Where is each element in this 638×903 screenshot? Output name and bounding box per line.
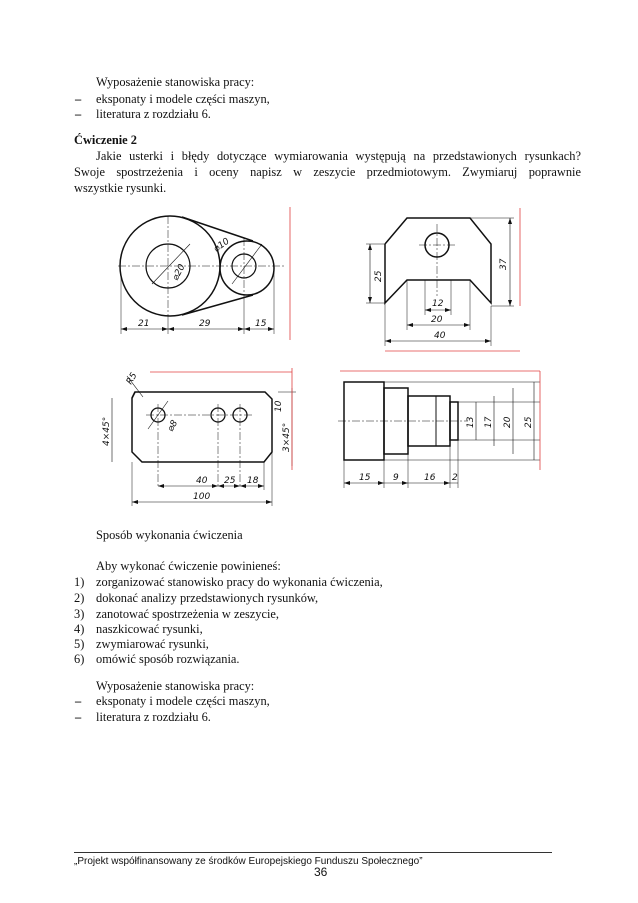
step-text: naszkicować rysunki, xyxy=(96,622,203,636)
dim-label: 2 xyxy=(452,473,458,483)
dim-label: 18 xyxy=(247,476,259,486)
dim-label: 20 xyxy=(503,416,513,428)
exercise-body-line: Swoje spostrzeżenia i oceny napisz w zeszycie przedmiotowym. Zwymiaruj poprawnie xyxy=(74,165,581,179)
footer-note: „Projekt współfinansowany ze środków Europejskiego Funduszu Społecznego” xyxy=(74,856,423,867)
dim-label: 37 xyxy=(499,258,509,270)
dim-label: 40 xyxy=(196,476,208,486)
dim-label: 12 xyxy=(432,299,444,309)
step-text: omówić sposób rozwiązania. xyxy=(96,652,240,666)
drawing-fig4 xyxy=(338,371,540,488)
dim-label: 9 xyxy=(393,473,399,483)
step-number: 5) xyxy=(74,637,85,651)
equipment-item: literatura z rozdziału 6. xyxy=(96,107,211,121)
equipment-item: eksponaty i modele części maszyn, xyxy=(96,694,270,708)
dim-label: 40 xyxy=(434,331,446,341)
dim-label: 16 xyxy=(424,473,436,483)
dim-label: 15 xyxy=(255,319,267,329)
dim-label: R5 xyxy=(124,371,140,387)
drawing-fig3 xyxy=(102,368,296,506)
dim-label: 20 xyxy=(431,315,443,325)
equipment-item: eksponaty i modele części maszyn, xyxy=(96,92,270,106)
drawing-fig1 xyxy=(118,207,290,340)
bullet-dash: – xyxy=(75,694,82,708)
step-text: dokonać analizy przedstawionych rysunków, xyxy=(96,591,319,605)
dim-label: 15 xyxy=(359,473,371,483)
dim-label: ⌀10 xyxy=(211,236,232,255)
dim-label: ⌀8 xyxy=(165,418,181,434)
step-number: 2) xyxy=(74,591,85,605)
exercise-body-line: wszystkie rysunki. xyxy=(74,181,167,195)
step-number: 4) xyxy=(74,622,85,636)
bullet-dash: – xyxy=(75,92,82,106)
drawing-fig2 xyxy=(366,208,520,351)
dim-label: 3×45° xyxy=(282,422,292,452)
exercise-body-line: Jakie usterki i błędy dotyczące wymiarowania występują na przedstawionych rysunkach? xyxy=(96,149,581,163)
dim-label: 21 xyxy=(138,319,150,329)
step-number: 3) xyxy=(74,607,85,621)
dim-label: 13 xyxy=(466,416,476,428)
equipment-heading: Wyposażenie stanowiska pracy: xyxy=(96,679,255,693)
bullet-dash: – xyxy=(75,107,82,121)
dim-label: 25 xyxy=(524,416,534,428)
dim-label: 29 xyxy=(199,319,211,329)
dim-label: 25 xyxy=(374,270,384,282)
step-number: 6) xyxy=(74,652,85,666)
dim-label: 100 xyxy=(193,492,211,502)
footer-divider xyxy=(74,852,552,853)
dim-label: 4×45° xyxy=(102,416,112,446)
step-number: 1) xyxy=(74,575,85,589)
step-text: zorganizować stanowisko pracy do wykonania ćwiczenia, xyxy=(96,575,383,589)
equipment-item: literatura z rozdziału 6. xyxy=(96,710,211,724)
dim-label: 10 xyxy=(274,400,284,412)
equipment-heading: Wyposażenie stanowiska pracy: xyxy=(96,75,255,89)
step-text: zwymiarować rysunki, xyxy=(96,637,209,651)
dim-label: 17 xyxy=(484,416,494,428)
dim-label: ⌀20 xyxy=(170,262,188,283)
method-intro: Aby wykonać ćwiczenie powinieneś: xyxy=(96,559,281,573)
page-number: 36 xyxy=(314,865,328,879)
exercise-title: Ćwiczenie 2 xyxy=(74,133,137,147)
bullet-dash: – xyxy=(75,710,82,724)
method-heading: Sposób wykonania ćwiczenia xyxy=(96,528,243,542)
step-text: zanotować spostrzeżenia w zeszycie, xyxy=(96,607,280,621)
dim-label: 25 xyxy=(224,476,236,486)
